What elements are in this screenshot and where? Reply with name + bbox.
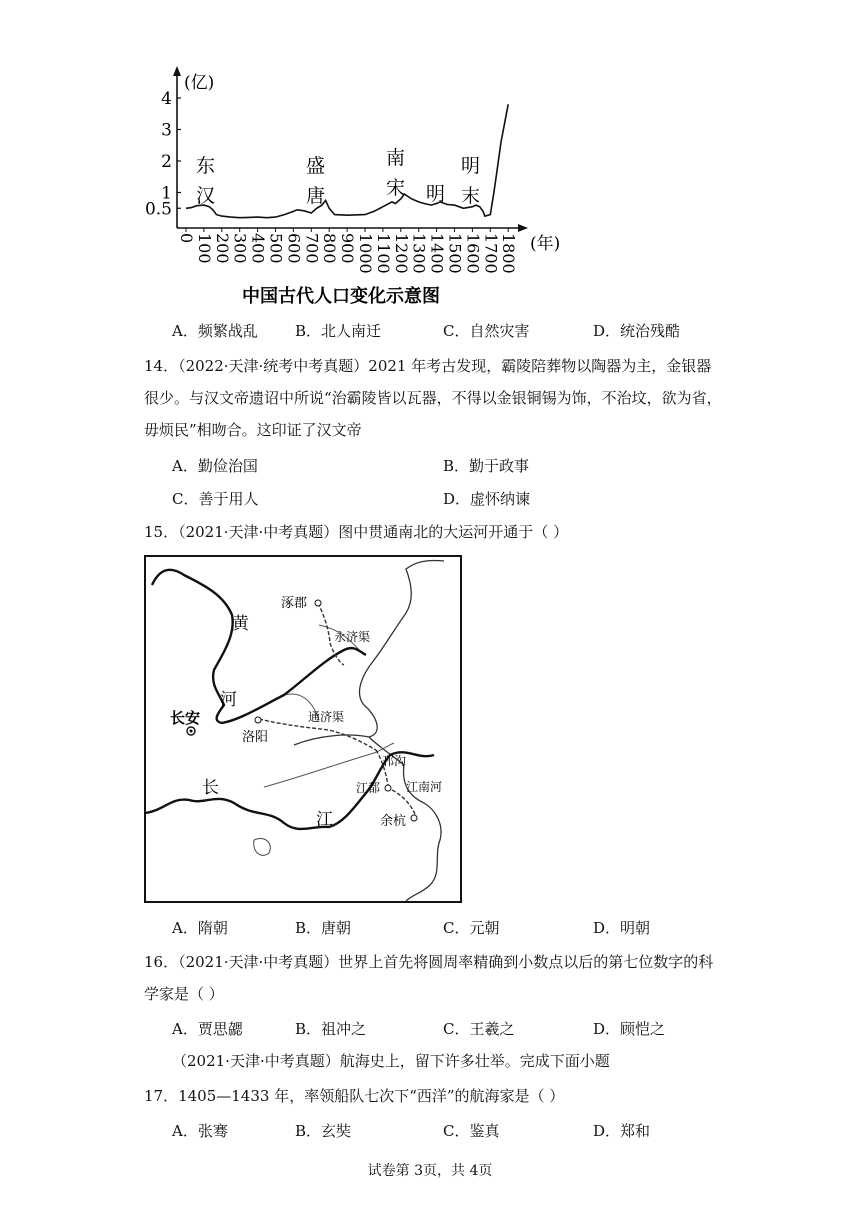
annotation-nansong-2: 宋 xyxy=(386,177,406,199)
x-tick-label: 500 xyxy=(266,233,286,264)
label-jiangdu: 江都 xyxy=(356,781,381,795)
q16-option-c[interactable]: C．王羲之 xyxy=(443,1020,515,1038)
q13-option-c[interactable]: C．自然灾害 xyxy=(443,322,530,340)
label-yongjiqu: 永济渠 xyxy=(334,630,371,644)
x-tick-label: 800 xyxy=(320,233,340,264)
label-chang: 长 xyxy=(202,778,219,798)
label-changan: 长安 xyxy=(170,709,201,727)
annotation-shengtang-1: 盛 xyxy=(306,155,326,177)
q14-question: 14．（2022·天津·统考中考真题）2021 年考古发现，霸陵陪葬物以陶器为主，金银器很少。与汉文帝遗诏中所说“治霸陵皆以瓦器，不得以金银铜锡为饰，不治坟，欲为省，毋烦民”相吻合。这印证了汉文帝 xyxy=(144,357,722,439)
x-tick-label: 1600 xyxy=(463,233,483,274)
q14-option-b[interactable]: B．勤于政事 xyxy=(443,457,530,475)
zhuojun-marker xyxy=(315,600,321,606)
page-footer: 试卷第 3页，共 4页 xyxy=(367,1163,493,1179)
annotation-donghan-1: 东 xyxy=(196,155,216,177)
x-tick-label: 0 xyxy=(177,233,196,244)
x-tick-label: 1100 xyxy=(373,233,393,274)
q15-question: 15．（2021·天津·中考真题）图中贯通南北的大运河开通于（ ） xyxy=(144,523,569,541)
q15-option-b[interactable]: B．唐朝 xyxy=(295,919,352,937)
x-tick-label: 1000 xyxy=(356,233,375,274)
annotation-mingmo-1: 明 xyxy=(461,155,481,177)
q14-option-a[interactable]: A．勤俭治国 xyxy=(172,457,258,475)
q13-option-a[interactable]: A．频繁战乱 xyxy=(172,322,258,340)
x-tick-label: 400 xyxy=(248,233,268,264)
x-axis-arrow xyxy=(518,224,528,232)
yuhang-marker xyxy=(411,815,417,821)
x-tick-label: 900 xyxy=(338,233,358,264)
y-tick-label: 1 xyxy=(161,183,172,204)
luoyang-marker xyxy=(255,717,261,723)
q14-option-d[interactable]: D．虚怀纳谏 xyxy=(443,490,531,508)
annotation-ming: 明 xyxy=(426,183,446,205)
q17-option-c[interactable]: C．鉴真 xyxy=(443,1122,500,1140)
x-tick-label: 1400 xyxy=(427,233,447,274)
x-tick-label: 300 xyxy=(230,233,250,264)
q17-question: 17．1405—1433 年，率领船队七次下“西洋”的航海家是（ ） xyxy=(144,1087,565,1105)
x-tick-label: 200 xyxy=(212,233,232,264)
y-tick-label: 2 xyxy=(161,152,172,172)
y-axis-arrow xyxy=(173,66,181,76)
label-huang: 黄 xyxy=(232,614,249,634)
annotation-donghan-2: 汉 xyxy=(196,185,216,207)
label-yuhang: 余杭 xyxy=(380,814,407,829)
label-zhuojun: 涿郡 xyxy=(281,596,308,611)
y-axis-label: (亿) xyxy=(184,73,215,93)
q13-option-d[interactable]: D．统治残酷 xyxy=(593,322,681,340)
y-tick-label: 4 xyxy=(161,89,172,109)
q17-option-b[interactable]: B．玄奘 xyxy=(295,1122,352,1140)
q17-option-a[interactable]: A．张骞 xyxy=(172,1122,228,1140)
x-tick-label: 700 xyxy=(302,233,322,264)
q17-option-d[interactable]: D．郑和 xyxy=(593,1122,651,1140)
q16-question: 16．（2021·天津·中考真题）世界上首先将圆周率精确到小数点以后的第七位数字的科学家是（ ） xyxy=(144,953,714,1003)
chart-title: 中国古代人口变化示意图 xyxy=(242,286,440,307)
label-jiang: 江 xyxy=(316,810,333,830)
q16-option-b[interactable]: B．祖冲之 xyxy=(295,1020,367,1038)
q15-option-a[interactable]: A．隋朝 xyxy=(172,919,228,937)
x-tick-label: 1700 xyxy=(481,233,501,274)
x-tick-label: 1500 xyxy=(445,233,465,274)
q13-option-b[interactable]: B．北人南迁 xyxy=(295,322,382,340)
y-tick-label: 3 xyxy=(161,120,172,141)
x-tick-label: 1200 xyxy=(391,233,411,274)
x-tick-label: 1300 xyxy=(409,233,429,274)
jiangdu-marker xyxy=(385,785,391,791)
x-tick-label: 600 xyxy=(284,233,304,264)
label-luoyang: 洛阳 xyxy=(242,730,269,745)
annotation-mingmo-2: 末 xyxy=(461,185,481,207)
q16-option-d[interactable]: D．顾恺之 xyxy=(593,1020,666,1038)
q15-option-c[interactable]: C．元朝 xyxy=(443,919,500,937)
q15-option-d[interactable]: D．明朝 xyxy=(593,919,651,937)
x-tick-label: 100 xyxy=(194,233,214,264)
population-chart xyxy=(0,0,860,310)
x-axis-label: (年) xyxy=(530,234,561,254)
annotation-shengtang-2: 唐 xyxy=(306,185,326,207)
grand-canal-map xyxy=(144,555,462,903)
label-tongjiqu: 通济渠 xyxy=(308,710,345,724)
q17-intro: （2021·天津·中考真题）航海史上，留下许多壮举。完成下面小题 xyxy=(172,1052,610,1070)
changan-marker-dot xyxy=(190,730,193,733)
label-he: 河 xyxy=(220,690,237,710)
label-jiangnanhe: 江南河 xyxy=(406,780,443,794)
y-tick-label: 0.5 xyxy=(144,199,172,220)
x-tick-label: 1800 xyxy=(499,233,519,274)
label-hangou: 邗沟 xyxy=(382,754,407,768)
q16-option-a[interactable]: A．贾思勰 xyxy=(172,1020,243,1038)
population-series-line xyxy=(186,104,508,217)
annotation-nansong-1: 南 xyxy=(386,147,406,169)
q14-option-c[interactable]: C．善于用人 xyxy=(172,490,259,508)
